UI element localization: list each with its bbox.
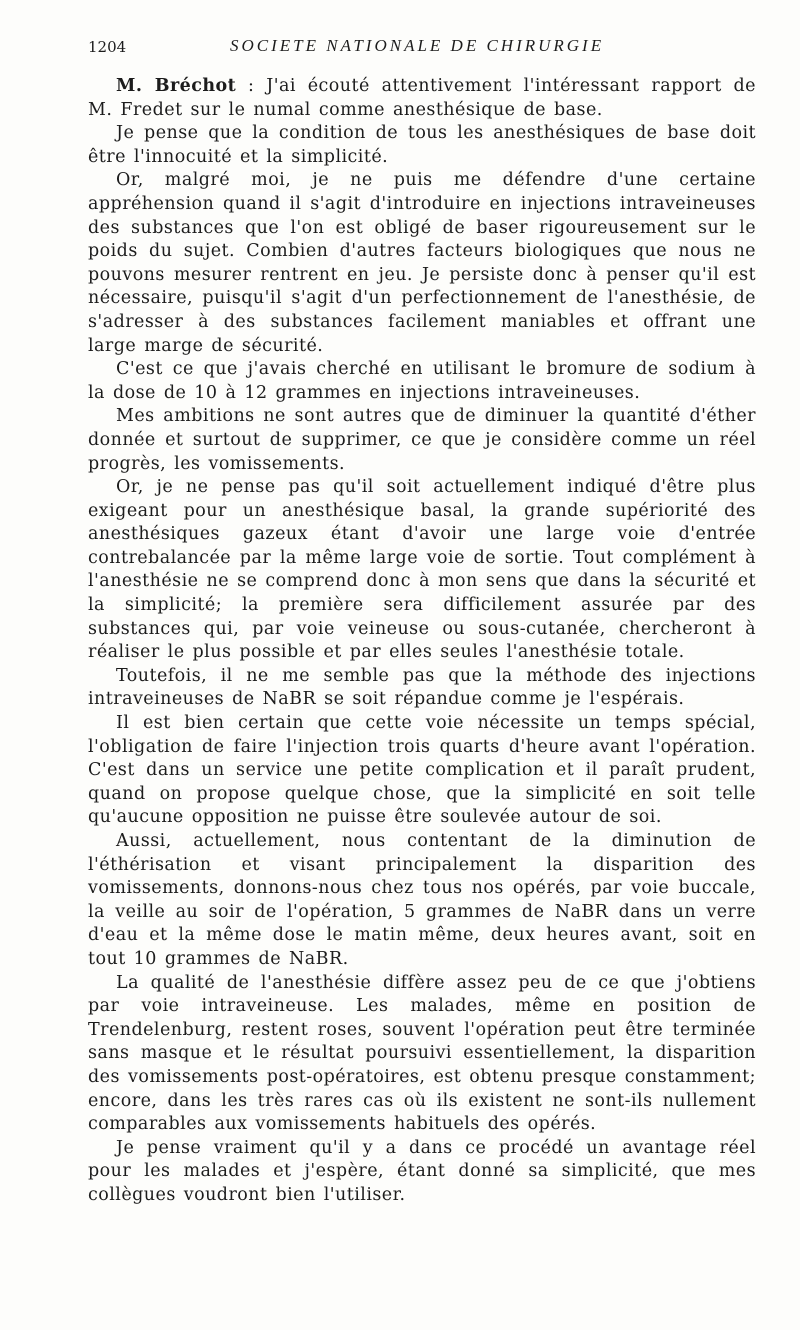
- paragraph-10: La qualité de l'anesthésie diffère assez peu de ce que j'obtiens par voie intraveineuse. Les malades, même en position de Trendelenburg, restent roses, souvent l'opération peut être terminée sans masque et le résultat poursuivi essentiellement, la disparition des vomissements post-opératoires, est obtenu presque constamment; encore, dans les très rares cas où ils existent ne sont-ils nullement comparables aux vomissements habituels des opérés.: [88, 972, 756, 1135]
- paragraph-6: Or, je ne pense pas qu'il soit actuellement indiqué d'être plus exigeant pour un anesthésique basal, la grande supériorité des anesthésiques gazeux étant d'avoir une large voie d'entrée contrebalancée par la même large voie de sortie. Tout complément à l'anesthésie ne se comprend donc à mon sens que dans la sécurité et la simplicité; la première sera difficilement assurée par des substances qui, par voie veineuse ou sous-cutanée, chercheront à réaliser le plus possible et par elles seules l'anesthésie totale.: [88, 477, 756, 663]
- paragraph-7: Toutefois, il ne me semble pas que la méthode des injections intraveineuses de NaBR se soit répandue comme je l'espérais.: [88, 665, 756, 710]
- page: [88, 32, 756, 1205]
- article-body: [88, 75, 756, 1208]
- paragraph-1-text: : J'ai écouté attentivement l'intéressant rapport de M. Fredet sur le numal comme anesthésique de base.: [88, 76, 756, 120]
- page-number: 1204: [88, 38, 127, 56]
- paragraph-11: Je pense vraiment qu'il y a dans ce procédé un avantage réel pour les malades et j'espère, étant donné sa simplicité, que mes collègues voudront bien l'utiliser.: [88, 1137, 756, 1205]
- paragraph-9: Aussi, actuellement, nous contentant de la diminution de l'éthérisation et visant principalement la disparition des vomissements, donnons-nous chez tous nos opérés, par voie buccale, la veille au soir de l'opération, 5 grammes de NaBR dans un verre d'eau et la même dose le matin même, deux heures avant, soit en tout 10 grammes de NaBR.: [88, 831, 756, 969]
- paragraph-4: C'est ce que j'avais cherché en utilisant le bromure de sodium à la dose de 10 à 12 grammes en injections intraveineuses.: [88, 359, 756, 403]
- paragraph-1: [88, 75, 756, 122]
- paragraph-5: Mes ambitions ne sont autres que de diminuer la quantité d'éther donnée et surtout de supprimer, ce que je considère comme un réel progrès, les vomissements.: [88, 406, 756, 474]
- paragraph-2: Je pense que la condition de tous les anesthésiques de base doit être l'innocuité et la simplicité.: [88, 123, 756, 167]
- paragraph-8: Il est bien certain que cette voie nécessite un temps spécial, l'obligation de faire l'injection trois quarts d'heure avant l'opération. C'est dans un service une petite complication et il paraît prudent, quand on propose quelque chose, que la simplicité en soit telle qu'aucune opposition ne puisse être soulevée autour de soi.: [88, 713, 756, 828]
- journal-title: SOCIETE NATIONALE DE CHIRURGIE: [230, 36, 605, 55]
- running-head: [88, 32, 756, 62]
- paragraph-3: Or, malgré moi, je ne puis me défendre d'une certaine appréhension quand il s'agit d'introduire en injections intraveineuses des substances que l'on est obligé de baser rigoureusement sur le poids du sujet. Combien d'autres facteurs biologiques que nous ne pouvons mesurer rentrent en jeu. Je persiste donc à penser qu'il est nécessaire, puisqu'il s'agit d'un perfectionnement de l'anesthésie, de s'adresser à des substances facilement maniables et offrant une large marge de sécurité.: [88, 170, 756, 356]
- speaker-name: M. Bréchot: [116, 76, 237, 96]
